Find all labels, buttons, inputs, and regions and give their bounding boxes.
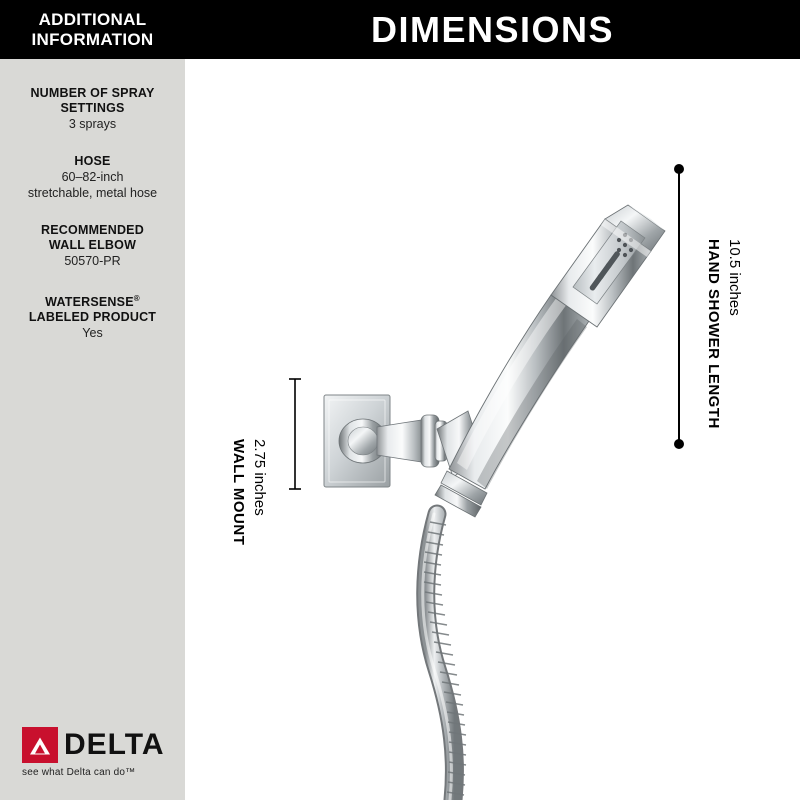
product-illustration xyxy=(185,59,800,800)
spec-value: 50570-PR xyxy=(64,254,121,268)
spec-value: 60–82-inch xyxy=(61,170,124,184)
hand-shower-length-value xyxy=(725,239,743,316)
sidebar-header-line1: ADDITIONAL xyxy=(38,9,147,29)
spec-label-line1 xyxy=(8,291,177,310)
spec-label-line1: NUMBER OF SPRAY xyxy=(30,86,155,100)
dimension-value: 2.75 inches xyxy=(251,439,268,516)
spec-item-hose xyxy=(0,154,185,201)
logo-tagline: see what Delta can do™ xyxy=(22,767,136,778)
wall-mount-value xyxy=(250,439,268,516)
logo-wordmark: DELTA xyxy=(64,728,165,761)
wall-mount-dimension xyxy=(289,379,301,489)
main-header xyxy=(185,0,800,59)
spec-label-line2: LABELED PRODUCT xyxy=(28,310,157,325)
spec-label-line2: WALL ELBOW xyxy=(48,238,137,252)
delta-triangle-icon xyxy=(22,727,58,763)
hand-shower xyxy=(435,205,665,517)
dimension-name: HAND SHOWER LENGTH xyxy=(705,239,722,429)
sidebar xyxy=(0,0,185,800)
spec-label-text: WATERSENSE xyxy=(45,295,134,310)
main-panel xyxy=(185,0,800,800)
spec-list xyxy=(0,86,185,363)
registered-mark: ® xyxy=(133,294,140,303)
sidebar-header xyxy=(0,0,185,59)
product-drawing-svg xyxy=(185,59,800,800)
spec-item-wall-elbow xyxy=(0,223,185,269)
spec-item-spray-settings xyxy=(0,86,185,132)
dimension-name: WALL MOUNT xyxy=(230,439,247,546)
shower-hose xyxy=(423,514,466,800)
spec-value: 3 sprays xyxy=(68,117,117,131)
spec-item-watersense xyxy=(0,291,185,341)
page-title: DIMENSIONS xyxy=(370,8,615,50)
brand-logo xyxy=(22,727,167,778)
wall-mount-label xyxy=(229,439,247,545)
sidebar-header-line2: INFORMATION xyxy=(31,29,154,49)
hand-shower-length-label xyxy=(704,239,722,429)
wall-mount-bracket xyxy=(324,395,447,487)
spec-value: Yes xyxy=(82,326,103,341)
spec-label-line1: RECOMMENDED xyxy=(41,223,144,237)
logo-row xyxy=(22,727,167,763)
spec-value-line2: stretchable, metal hose xyxy=(27,186,158,200)
spec-label-line1: HOSE xyxy=(74,154,111,168)
spec-label-line2: SETTINGS xyxy=(60,101,125,115)
dimension-value: 10.5 inches xyxy=(726,239,743,316)
triangle-inner xyxy=(35,745,45,754)
hand-shower-length-dimension xyxy=(674,164,684,449)
